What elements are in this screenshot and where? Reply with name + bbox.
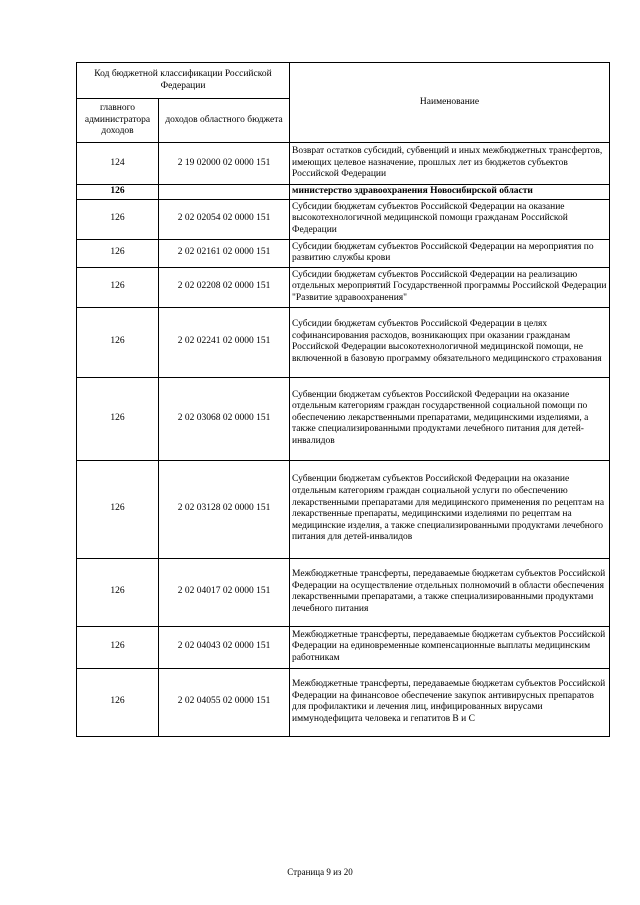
name-cell: Субсидии бюджетам субъектов Российской Федерации на мероприятия по развитию службы крови <box>290 239 610 267</box>
name-cell: Межбюджетные трансферты, передаваемые бюджетам субъектов Российской Федерации на единовременные компенсационные выплаты медицинским работникам <box>290 626 610 668</box>
table-row <box>77 460 610 558</box>
header-admin-code: главного администратора доходов <box>77 99 159 143</box>
admin-code-cell: 126 <box>77 626 159 668</box>
admin-code-cell: 126 <box>77 377 159 460</box>
name-cell: Возврат остатков субсидий, субвенций и иных межбюджетных трансфертов, имеющих целевое назначение, прошлых лет из бюджетов субъектов Российской Федерации <box>290 143 610 185</box>
admin-code-cell: 124 <box>77 143 159 185</box>
admin-code-cell: 126 <box>77 668 159 736</box>
name-cell: Субвенции бюджетам субъектов Российской Федерации на оказание отдельным категориям граждан государственной социальной помощи по обеспечению лекарственными препаратами, медицинскими изделиями, а также специализированными продуктами лечебного питания для детей-инвалидов <box>290 377 610 460</box>
income-code-cell: 2 02 03128 02 0000 151 <box>159 460 290 558</box>
income-code-cell: 2 02 02241 02 0000 151 <box>159 307 290 377</box>
table-row <box>77 307 610 377</box>
table-row <box>77 239 610 267</box>
header-name: Наименование <box>290 63 610 143</box>
name-cell: Межбюджетные трансферты, передаваемые бюджетам субъектов Российской Федерации на финансовое обеспечение закупок антивирусных препаратов для профилактики и лечения лиц, инфицированных вирусами иммунодефицита человека и гепатитов B и C <box>290 668 610 736</box>
table-row <box>77 377 610 460</box>
table-row <box>77 626 610 668</box>
income-code-cell: 2 02 04055 02 0000 151 <box>159 668 290 736</box>
page-number: Страница 9 из 20 <box>287 867 353 877</box>
table-row <box>77 199 610 239</box>
income-code-cell: 2 02 03068 02 0000 151 <box>159 377 290 460</box>
table-row <box>77 143 610 185</box>
income-code-cell: 2 02 02161 02 0000 151 <box>159 239 290 267</box>
name-cell: Субвенции бюджетам субъектов Российской Федерации на оказание отдельным категориям граждан социальной услуги по обеспечению лекарственными препаратами для медицинского применения по рецептам на лекарственные препараты, медицинскими изделиями по рецептам на медицинские изделия, а также специализированными продуктами лечебного питания для детей-инвалидов <box>290 460 610 558</box>
income-code-cell: 2 02 04017 02 0000 151 <box>159 558 290 626</box>
admin-code-cell: 126 <box>77 185 159 200</box>
table-row <box>77 267 610 307</box>
header-classification-group: Код бюджетной классификации Российской Федерации <box>77 63 290 99</box>
name-cell: Межбюджетные трансферты, передаваемые бюджетам субъектов Российской Федерации на осуществление отдельных полномочий в области обеспечения лекарственными препаратами, а также специализированными продуктами лечебного питания <box>290 558 610 626</box>
header-income-code: доходов областного бюджета <box>159 99 290 143</box>
admin-code-cell: 126 <box>77 199 159 239</box>
income-code-cell: 2 02 04043 02 0000 151 <box>159 626 290 668</box>
admin-code-cell: 126 <box>77 460 159 558</box>
table-row <box>77 558 610 626</box>
name-cell: Субсидии бюджетам субъектов Российской Федерации на реализацию отдельных мероприятий Государственной программы Российской Федерации "Развитие здравоохранения" <box>290 267 610 307</box>
admin-code-cell: 126 <box>77 239 159 267</box>
admin-code-cell: 126 <box>77 267 159 307</box>
name-cell: Субсидии бюджетам субъектов Российской Федерации на оказание высокотехнологичной медицинской помощи гражданам Российской Федерации <box>290 199 610 239</box>
income-code-cell: 2 19 02000 02 0000 151 <box>159 143 290 185</box>
income-code-cell: 2 02 02054 02 0000 151 <box>159 199 290 239</box>
income-code-cell: 2 02 02208 02 0000 151 <box>159 267 290 307</box>
name-cell: министерство здравоохранения Новосибирской области <box>290 185 610 200</box>
table-row <box>77 185 610 200</box>
income-code-cell <box>159 185 290 200</box>
admin-code-cell: 126 <box>77 307 159 377</box>
name-cell: Субсидии бюджетам субъектов Российской Федерации в целях софинансирования расходов, возникающих при оказании гражданам Российской Федерации высокотехнологичной медицинской помощи, не включенной в базовую программу обязательного медицинского страхования <box>290 307 610 377</box>
admin-code-cell: 126 <box>77 558 159 626</box>
table-row <box>77 668 610 736</box>
budget-classification-table <box>76 62 610 737</box>
